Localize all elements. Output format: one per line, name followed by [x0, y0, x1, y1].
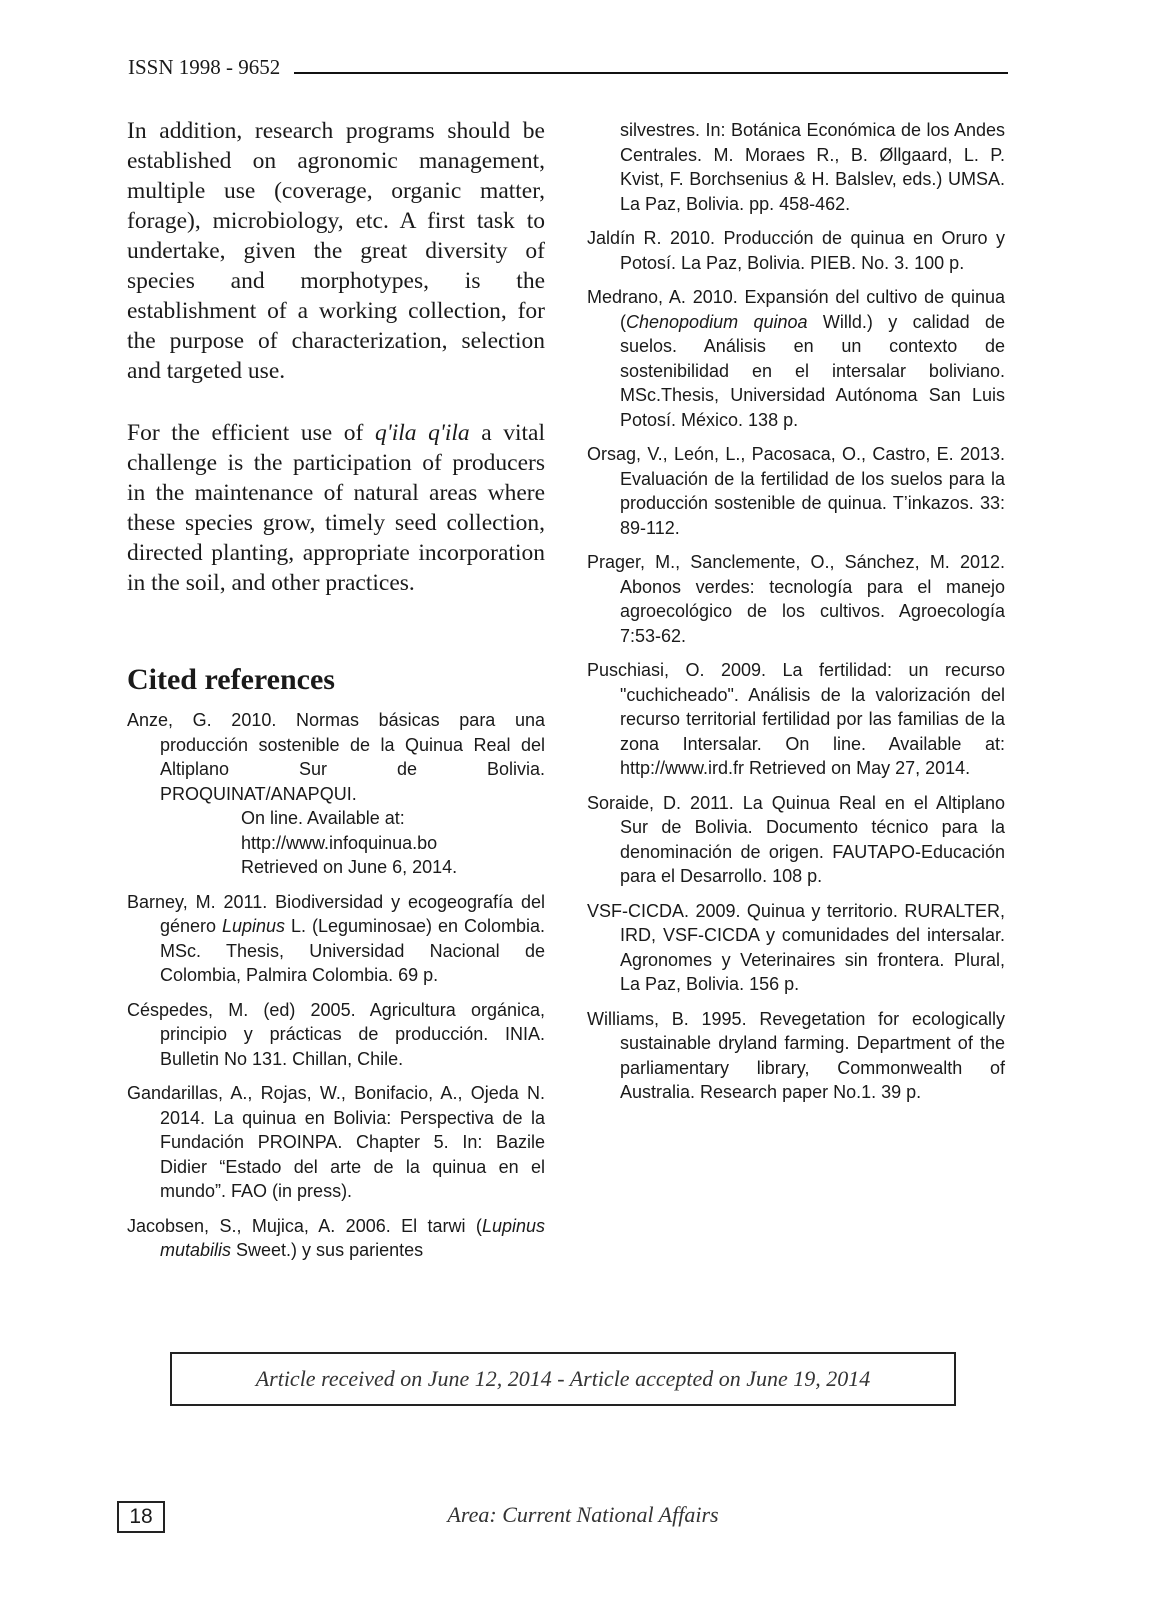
- reference-vsf-cicda: VSF-CICDA. 2009. Quinua y territorio. RURALTER, IRD, VSF-CICDA y comunidades del intersalar. Agronomes y Veterinaires sin frontera. Plural, La Paz, Bolivia. 156 p.: [587, 900, 1005, 994]
- reference-anze: [127, 708, 545, 880]
- reference-jacobsen: [127, 1214, 545, 1263]
- jacobsen-species: Lupinus mutabilis: [160, 1215, 545, 1260]
- reference-medrano: [587, 285, 1005, 432]
- para2-text-b: a vital challenge is the participation of producers in the maintenance of natural areas where these species grow, timely seed collection, directed planting, appropriate incorporation in the soil, and other practices.: [127, 420, 545, 596]
- reference-puschiasi: Puschiasi, O. 2009. La fertilidad: un recurso "cuchicheado". Análisis de la valorización del recurso territorial fertilidad por las familias de la zona Intersalar. On line. Available at: http://www.ird.fr Retrieved on May 27, 2014.: [587, 660, 1005, 778]
- article-dates-box: [170, 1352, 956, 1406]
- left-column: [127, 116, 545, 1273]
- right-column: [587, 118, 1005, 1115]
- medrano-text-b: Willd.) y calidad de suelos. Análisis en un contexto de sostenibilidad en el intersalar boliviano. MSc.Thesis, Universidad Autónoma San Luis Potosí. México. 138 p.: [620, 311, 1005, 430]
- reference-gandarillas: Gandarillas, A., Rojas, W., Bonifacio, A., Ojeda N. 2014. La quinua en Bolivia: Perspectiva de la Fundación PROINPA. Chapter 5. In: Bazile Didier “Estado del arte de la quinua en el mundo”. FAO (in press).: [127, 1083, 545, 1201]
- article-dates-text: Article received on June 12, 2014 - Article accepted on June 19, 2014: [255, 1366, 871, 1391]
- reference-cespedes: Céspedes, M. (ed) 2005. Agricultura orgánica, principio y prácticas de producción. INIA. Bulletin No 131. Chillan, Chile.: [127, 999, 545, 1069]
- body-paragraph-qila: [127, 418, 545, 598]
- body-paragraph-research: In addition, research programs should be established on agronomic management, multiple use (coverage, organic matter, forage), microbiology, etc. A first task to undertake, given the great diversity of species and morphotypes, is the establishment of a working collection, for the purpose of characterization, selection and targeted use.: [127, 118, 545, 384]
- para2-text-a: For the efficient use of: [127, 420, 375, 446]
- issn-label: ISSN 1998 - 9652: [128, 55, 281, 79]
- barney-text-b: L. (Leguminosae) en Colombia. MSc. Thesis, Universidad Nacional de Colombia, Palmira Colombia. 69 p.: [160, 916, 545, 985]
- page-number: 18: [117, 1501, 165, 1533]
- jacobsen-text-a: Jacobsen, S., Mujica, A. 2006. El tarwi (: [127, 1215, 482, 1236]
- medrano-text-a: Medrano, A. 2010. Expansión del cultivo de quinua (: [587, 287, 1005, 332]
- footer-area-label: Area: Current National Affairs: [447, 1502, 719, 1527]
- qila-term: q'ila q'ila: [374, 420, 470, 446]
- section-title-cited-references: Cited references: [127, 663, 335, 696]
- reference-prager: Prager, M., Sanclemente, O., Sánchez, M. 2012. Abonos verdes: tecnología para el manejo agroecológico de los cultivos. Agroecología 7:53-62.: [587, 552, 1005, 646]
- reference-jacobsen-continued: silvestres. In: Botánica Económica de los Andes Centrales. M. Moraes R., B. Øllgaard, L. P. Kvist, F. Borchsenius & H. Balslev, eds.) UMSA. La Paz, Bolivia. pp. 458-462.: [620, 120, 1005, 214]
- reference-williams: Williams, B. 1995. Revegetation for ecologically sustainable dryland farming. Department of the parliamentary library, Commonwealth of Australia. Research paper No.1. 39 p.: [587, 1008, 1005, 1102]
- barney-text-a: Barney, M. 2011. Biodiversidad y ecogeografía del género: [127, 891, 545, 936]
- reference-soraide: Soraide, D. 2011. La Quinua Real en el Altiplano Sur de Bolivia. Documento técnico para la denominación de origen. FAUTAPO-Educación para el Desarrollo. 108 p.: [587, 792, 1005, 886]
- jacobsen-text-b: Sweet.) y sus parientes: [231, 1240, 424, 1260]
- header-rule: [294, 72, 1008, 74]
- reference-anze-online: On line. Available at:: [241, 808, 405, 828]
- reference-anze-url: http://www.infoquinua.bo: [241, 832, 438, 853]
- medrano-species: Chenopodium quinoa: [626, 311, 808, 332]
- reference-anze-retrieved: Retrieved on June 6, 2014.: [241, 857, 458, 877]
- reference-jaldin: Jaldín R. 2010. Producción de quinua en Oruro y Potosí. La Paz, Bolivia. PIEB. No. 3. 100 p.: [587, 228, 1005, 273]
- reference-barney: [127, 890, 545, 988]
- reference-orsag: Orsag, V., León, L., Pacosaca, O., Castro, E. 2013. Evaluación de la fertilidad de los suelos para la producción sostenible de quinua. T’inkazos. 33: 89-112.: [587, 444, 1005, 538]
- reference-anze-main: Anze, G. 2010. Normas básicas para una producción sostenible de la Quinua Real del Altiplano Sur de Bolivia. PROQUINAT/ANAPQUI.: [127, 710, 545, 804]
- page-header: [128, 54, 1008, 80]
- barney-genus: Lupinus: [222, 916, 286, 936]
